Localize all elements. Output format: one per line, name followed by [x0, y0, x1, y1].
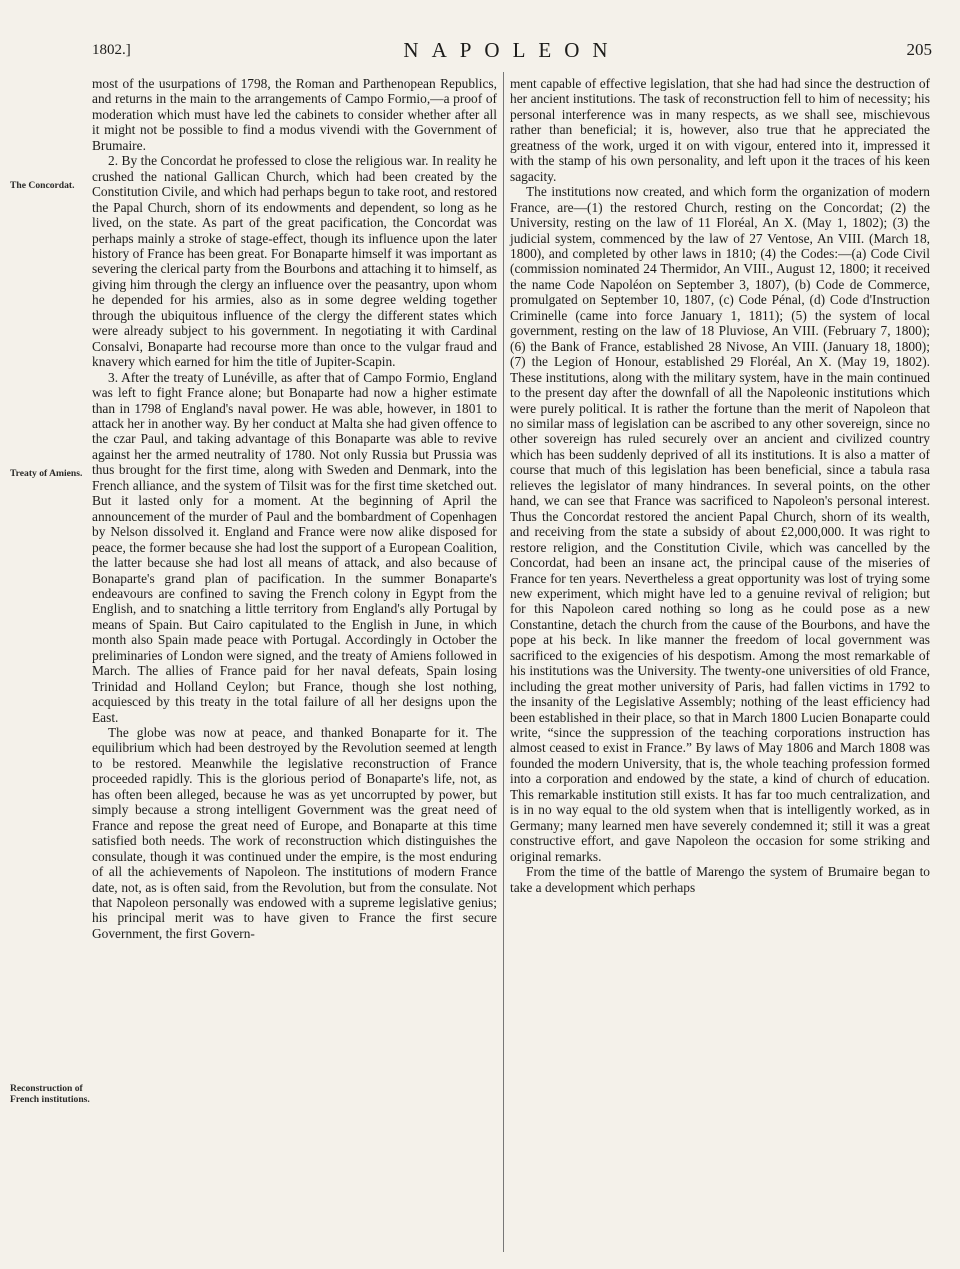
paragraph-institutions: The institutions now created, and which form the organization of modern France, are—(1) the restored Church, resting on the Concordat; (2) the University, resting on the law of 11 Floréal, An X. (May 1, 1802); (3) the judicial system, commenced by the law of 27 Ventose, An VIII. (March 18, 1800), and completed by other laws in 1810; (4) the Codes:—(a) Code Civil (commission nominated 24 Thermidor, An VIII., August 12, 1800; it received the name Code Napoléon on September 3, 1807), (b) Code de Commerce, promulgated on September 10, 1807, (c) Code Pénal, (d) Code d'Instruction Criminelle (came into force January 1, 1811); (5) the system of local government, resting on the law of 18 Pluviose, An VIII. (February 7, 1800); (6) the Bank of France, established 28 Nivose, An VIII. (January 18, 1800); (7) the Legion of Honour, established 29 Floréal, An X. (May 19, 1802). These institutions, along with the military system, have in the main continued to the present day after the downfall of all the Napoleonic institutions which were purely political. It is rather the fortune than the merit of Napoleon that no similar mass of legislation can be ascribed to any other sovereign, since no other sovereign has ruled securely over an ancient and civilized country which has been suddenly deprived of all its institutions. It is also a matter of course that much of this legislation has been beneficial, since a tabula rasa relieves the legislator of many hindrances. In several points, on the other hand, we can see that France was sacrificed to Napoleon's personal interest. Thus the Concordat restored the ancient Papal Church, shorn of its wealth, and receiving from the state a subsidy of about £2,000,000. It was right to restore religion, and the Constitution Civile, which was cancelled by the Concordat, had been an insane act, the principal cause of the miseries of France for ten years. Nevertheless a great opportunity was lost of trying some new experiment, which might have led to a genuine revival of religion; but for this Napoleon cared nothing so long as he could pose as a new Constantine, detach the church from the cause of the Bourbons, and have the pope at his beck. In like manner the freedom of local government was sacrificed to the exigencies of his despotism. Among the most remarkable of his institutions was the University. The twenty-one universities of old France, including the great mother university of Paris, had fallen victims in 1792 to the insanity of the Legislative Assembly; nothing of the least efficiency had been established in their place, so that in March 1800 Lucien Bonaparte could write, “since the suppression of the teaching corporations instruction has almost ceased to exist in France.” By laws of May 1806 and March 1808 was founded the modern University, that is, the whole teaching profession formed into a corporation and endowed by the state, a kind of church of education. This remarkable institution still exists. It has far too much centralization, and is in no way equal to the old system when that is intelligently worked, as in Germany; many learned men have severely condemned it; still it was a great constructive effort, and gave Napoleon the occasion for some striking and original remarks.	[510, 184, 930, 864]
right-column	[510, 76, 930, 895]
left-column	[92, 76, 497, 941]
paragraph-reconstruction: The globe was now at peace, and thanked Bonaparte for it. The equilibrium which had been destroyed by the Revolution seemed at length to be restored. Meanwhile the legislative reconstruction of France proceeded rapidly. This is the glorious period of Bonaparte's life, not, as has often been alleged, because he was as yet uncorrupted by power, but simply because a strong intelligent Government was the great need of France and repose the great need of Europe, and Bonaparte at this time satisfied both needs. The work of reconstruction which distinguishes the consulate, though it was continued under the empire, is the most enduring of all the achievements of Napoleon. The institutions of modern France date, not, as is often said, from the Revolution, but from the consulate. Not that Napoleon personally was endowed with a supreme legislative genius; his principal merit was to have given to France the first secure Government, the first Govern-	[92, 725, 497, 941]
paragraph: From the time of the battle of Marengo the system of Brumaire began to take a development which perhaps	[510, 864, 930, 895]
year-heading: 1802.]	[92, 42, 131, 58]
running-head	[92, 38, 932, 68]
column-divider	[503, 72, 504, 1252]
paragraph: ment capable of effective legislation, that she had had since the destruction of her ancient institutions. The task of reconstruction fell to him of necessity; his personal interference was in many respects, as we shall see, mischievous rather than beneficial; it is, however, also true that he appreciated the greatness of the work, urged it on with vigour, entered into it, impressed it with the stamp of his own personality, and left upon it the traces of his keen sagacity.	[510, 76, 930, 184]
sidenote-reconstruction: Reconstruction of French institutions.	[10, 1083, 90, 1105]
sidenote-concordat: The Concordat.	[10, 180, 75, 191]
paragraph-concordat: 2. By the Concordat he professed to close the religious war. In reality he crushed the national Gallican Church, which had been created by the Constitution Civile, and which had perhaps begun to take root, and restored the Papal Church, shorn of its endowments and dependent, so long as he lived, on the state. As part of the great pacification, the Concordat was perhaps mainly a stroke of stage-effect, though its influence upon the later history of France has been great. For Bonaparte himself it was important as severing the clerical party from the Bourbons and attaching it to himself, as giving him through the clergy an influence over the peasantry, upon whom he depended for his armies, also as in some degree welding together through the ubiquitous influence of the clergy the different states which were already subject to his government. In negotiating it with Cardinal Consalvi, Bonaparte had recourse more than once to the vulgar fraud and knavery which earned for him the title of Jupiter-Scapin.	[92, 153, 497, 370]
paragraph: most of the usurpations of 1798, the Roman and Parthenopean Republics, and returns in the main to the arrangements of Campo Formio,—a proof of moderation which must have led the cabinets to consider whether after all it might not be possible to find a modus vivendi with the Government of Brumaire.	[92, 76, 497, 153]
page-number: 205	[906, 40, 932, 59]
page-title: NAPOLEON	[403, 38, 621, 62]
sidenote-treaty-of-amiens: Treaty of Amiens.	[10, 468, 83, 479]
paragraph-treaty-of-amiens: 3. After the treaty of Lunéville, as after that of Campo Formio, England was left to fight France alone; but Bonaparte had now a higher estimate than in 1798 of England's naval power. He was able, however, in 1801 to attack her in another way. By her conduct at Malta she had given offence to the czar Paul, and taking advantage of this Bonaparte was able to revive against her the armed neutrality of 1780. Not only Russia but Prussia was thus brought for the first time, along with Sweden and Denmark, into the French alliance, and the system of Tilsit was for the first time sketched out. But it lasted only for a moment. At the beginning of April the announcement of the murder of Paul and the bombardment of Copenhagen by Nelson dissolved it. England and France were now alike disposed for peace, the former because she had lost the support of a European Coalition, the latter because she had lost all means of attack, and also because of Bonaparte's grand plan of pacification. In the summer Bonaparte's endeavours are confined to saving the French colony in Egypt from the English, and to snatching a little territory from England's ally Portugal by means of Spain. But Cairo capitulated to the English in June, in which month also Spain made peace with Portugal. Accordingly in October the preliminaries of London were signed, and the treaty of Amiens followed in March. The allies of France paid for her naval defeats, Spain losing Trinidad and Holland Ceylon; but France, though she lost nothing, acquiesced by this treaty in the total failure of all her designs upon the East.	[92, 369, 497, 725]
